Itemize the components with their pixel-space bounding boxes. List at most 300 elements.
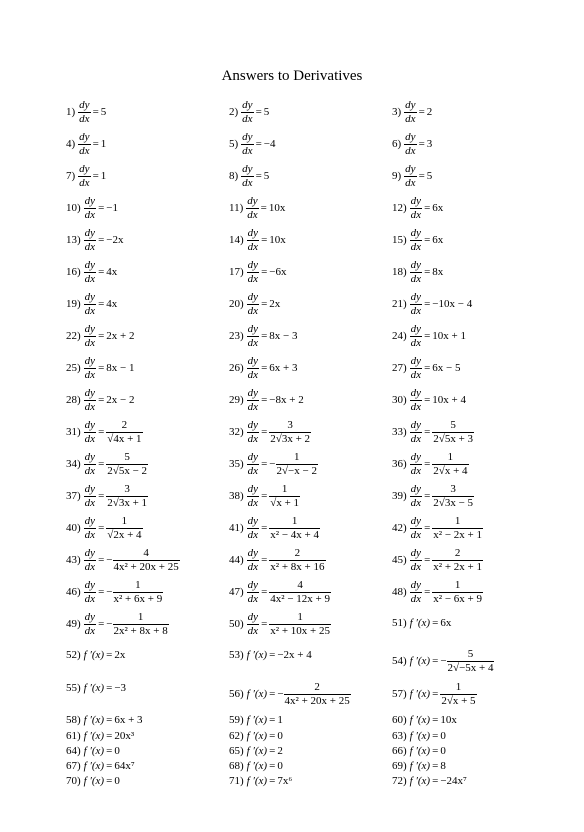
answer-item <box>392 352 461 384</box>
answer-number: 33) <box>392 425 407 438</box>
equals-sign: = <box>98 553 105 566</box>
answer-denominator: 4x² + 20x + 25 <box>284 694 350 707</box>
answer-number: 36) <box>392 457 407 470</box>
answer-number: 16) <box>66 265 81 278</box>
answer-number: 26) <box>229 361 244 374</box>
derivative-top: dy <box>410 386 422 399</box>
answer-number: 29) <box>229 393 244 406</box>
derivative-bottom: dx <box>405 144 416 157</box>
derivative-top: dy <box>84 610 96 623</box>
derivative-top: dy <box>247 514 259 527</box>
answer-lhs: f ′(x) <box>83 744 105 757</box>
answer-lhs: f ′(x) <box>409 744 431 757</box>
answer-value: 6x + 3 <box>269 361 298 374</box>
equals-sign: = <box>261 585 268 598</box>
equals-sign: = <box>98 425 105 438</box>
derivative-bottom: dx <box>410 528 422 541</box>
answer-number: 13) <box>66 233 81 246</box>
equals-sign: = <box>98 329 105 342</box>
answer-item <box>66 416 143 448</box>
answer-value: 8 <box>440 759 446 772</box>
answer-number: 15) <box>392 233 407 246</box>
derivative-bottom: dx <box>84 560 96 573</box>
answer-value: −2x + 4 <box>277 648 312 661</box>
derivative-bottom: dx <box>247 208 258 221</box>
answer-number: 10) <box>66 201 81 214</box>
answer-fraction <box>432 516 483 541</box>
derivative-bottom: dx <box>410 400 422 413</box>
answer-value: 5 <box>263 105 270 118</box>
answer-value: 7x⁶ <box>277 774 293 787</box>
answer-item <box>66 320 135 352</box>
answer-number: 69) <box>392 759 407 772</box>
answer-item <box>66 512 143 544</box>
equals-sign: = <box>418 105 425 118</box>
answer-fraction <box>269 516 320 541</box>
answer-item <box>392 645 494 677</box>
answer-number: 63) <box>392 729 407 742</box>
answer-lhs: f ′(x) <box>246 713 268 726</box>
equals-sign: = <box>255 137 262 150</box>
answer-value: 2 <box>277 744 283 757</box>
answer-item <box>229 639 312 671</box>
derivative-notation <box>410 388 422 413</box>
answer-number: 46) <box>66 585 81 598</box>
derivative-notation <box>404 100 416 125</box>
answer-denominator: √x + 1 <box>270 496 300 509</box>
answer-item <box>66 352 135 384</box>
answer-number: 52) <box>66 648 81 661</box>
answer-lhs: f ′(x) <box>83 648 105 661</box>
answer-value: −3 <box>114 681 127 694</box>
answer-item <box>392 512 483 544</box>
answer-fraction <box>440 682 476 707</box>
equals-sign: = <box>269 713 276 726</box>
answer-sign: − <box>277 687 284 700</box>
answer-number: 14) <box>229 233 244 246</box>
answer-numerator: 1 <box>293 450 300 463</box>
derivative-top: dy <box>242 130 253 143</box>
answer-item <box>229 608 331 640</box>
answer-item <box>229 765 292 797</box>
derivative-bottom: dx <box>79 144 90 157</box>
answer-value: 5 <box>100 105 107 118</box>
answer-number: 64) <box>66 744 81 757</box>
derivative-notation <box>84 388 96 413</box>
answer-value: 1 <box>100 137 107 150</box>
derivative-bottom: dx <box>247 496 259 509</box>
answer-item <box>66 544 180 576</box>
answer-value: −2x <box>106 233 124 246</box>
answer-numerator: 1 <box>454 514 461 527</box>
answer-item <box>66 384 135 416</box>
derivative-notation <box>84 356 96 381</box>
answer-item <box>392 128 432 160</box>
answer-item <box>229 160 269 192</box>
answer-numerator: 2 <box>121 418 128 431</box>
answer-denominator: x² − 4x + 4 <box>270 528 319 541</box>
derivative-top: dy <box>247 386 259 399</box>
derivative-top: dy <box>410 258 422 271</box>
derivative-notation <box>78 132 90 157</box>
answer-fraction <box>106 484 148 509</box>
answer-value: 0 <box>277 759 283 772</box>
derivative-notation <box>410 356 422 381</box>
answer-numerator: 4 <box>143 546 149 559</box>
equals-sign: = <box>106 681 113 694</box>
equals-sign: = <box>424 393 431 406</box>
answer-number: 58) <box>66 713 81 726</box>
answer-number: 47) <box>229 585 244 598</box>
answer-denominator: 2√3x + 2 <box>270 432 311 445</box>
answer-item <box>229 288 280 320</box>
derivative-top: dy <box>84 450 96 463</box>
answer-denominator: x² + 2x + 1 <box>433 560 482 573</box>
answer-number: 7) <box>66 169 76 182</box>
derivative-bottom: dx <box>84 624 96 637</box>
answer-number: 55) <box>66 681 81 694</box>
answer-value: 0 <box>114 774 120 787</box>
answer-lhs: f ′(x) <box>409 687 431 700</box>
derivative-notation <box>84 196 96 221</box>
answer-fraction <box>113 612 169 637</box>
derivative-top: dy <box>247 354 259 367</box>
answer-value: 8x − 3 <box>269 329 298 342</box>
answer-item <box>66 672 126 704</box>
answer-value: 5 <box>426 169 433 182</box>
answer-number: 8) <box>229 169 239 182</box>
derivative-notation <box>410 484 422 509</box>
answer-item <box>229 256 287 288</box>
equals-sign: = <box>98 297 105 310</box>
derivative-notation <box>247 260 259 285</box>
derivative-top: dy <box>410 194 422 207</box>
derivative-notation <box>84 548 96 573</box>
derivative-top: dy <box>84 258 96 271</box>
derivative-bottom: dx <box>405 112 416 125</box>
equals-sign: = <box>261 489 268 502</box>
equals-sign: = <box>261 297 268 310</box>
equals-sign: = <box>98 233 105 246</box>
answer-value: 1 <box>100 169 107 182</box>
answer-item <box>229 192 285 224</box>
derivative-bottom: dx <box>242 144 253 157</box>
answer-numerator: 5 <box>467 647 474 660</box>
derivative-notation <box>247 356 259 381</box>
derivative-top: dy <box>410 354 422 367</box>
derivative-top: dy <box>247 482 259 495</box>
equals-sign: = <box>98 521 105 534</box>
answer-fraction <box>432 580 483 605</box>
answer-number: 67) <box>66 759 81 772</box>
answer-number: 18) <box>392 265 407 278</box>
answer-value: 8x − 1 <box>106 361 135 374</box>
answer-fraction <box>113 580 164 605</box>
answer-denominator: x² − 6x + 9 <box>433 592 482 605</box>
answer-denominator: 2√3x − 5 <box>433 496 474 509</box>
answer-item <box>229 480 300 512</box>
answer-number: 71) <box>229 774 244 787</box>
derivative-top: dy <box>242 98 253 111</box>
answer-value: 6x − 5 <box>432 361 461 374</box>
answer-value: 0 <box>440 744 446 757</box>
equals-sign: = <box>424 329 431 342</box>
answer-fraction <box>432 452 468 477</box>
answer-fraction <box>447 649 495 674</box>
answer-item <box>66 448 148 480</box>
answer-item <box>66 192 118 224</box>
derivative-top: dy <box>410 482 422 495</box>
answer-denominator: x² + 10x + 25 <box>270 624 330 637</box>
answer-number: 62) <box>229 729 244 742</box>
equals-sign: = <box>424 489 431 502</box>
derivative-bottom: dx <box>410 304 422 317</box>
answer-number: 12) <box>392 201 407 214</box>
derivative-top: dy <box>247 546 259 559</box>
derivative-bottom: dx <box>84 496 96 509</box>
answer-sign: − <box>440 654 447 667</box>
answer-value: 10x <box>269 233 286 246</box>
derivative-top: dy <box>247 226 259 239</box>
answer-number: 38) <box>229 489 244 502</box>
equals-sign: = <box>98 457 105 470</box>
derivative-notation <box>247 324 259 349</box>
answer-number: 45) <box>392 553 407 566</box>
answer-fraction <box>269 612 331 637</box>
answer-numerator: 1 <box>135 578 141 591</box>
answer-denominator: 2√3x + 1 <box>107 496 148 509</box>
answer-value: −1 <box>106 201 118 214</box>
answer-denominator: 4x² − 12x + 9 <box>270 592 330 605</box>
answer-number: 30) <box>392 393 407 406</box>
answer-lhs: f ′(x) <box>83 774 105 787</box>
answer-item <box>392 765 467 797</box>
answer-lhs: f ′(x) <box>83 729 105 742</box>
answer-number: 35) <box>229 457 244 470</box>
answer-lhs: f ′(x) <box>83 759 105 772</box>
answer-item <box>392 576 483 608</box>
answer-item <box>392 544 483 576</box>
derivative-notation <box>84 228 96 253</box>
answer-fraction <box>432 548 483 573</box>
derivative-bottom: dx <box>247 528 259 541</box>
answer-number: 59) <box>229 713 244 726</box>
equals-sign: = <box>261 361 268 374</box>
answer-number: 17) <box>229 265 244 278</box>
equals-sign: = <box>261 521 268 534</box>
derivative-notation <box>410 228 422 253</box>
answer-number: 23) <box>229 329 244 342</box>
equals-sign: = <box>424 553 431 566</box>
answer-value: 4x <box>106 265 118 278</box>
answer-sign: − <box>106 553 113 566</box>
derivative-notation <box>247 420 259 445</box>
equals-sign: = <box>424 361 431 374</box>
answer-numerator: 5 <box>124 450 130 463</box>
equals-sign: = <box>432 713 439 726</box>
answer-item <box>66 480 148 512</box>
derivative-bottom: dx <box>84 272 96 285</box>
answer-sign: − <box>106 585 113 598</box>
answer-item <box>66 128 106 160</box>
equals-sign: = <box>92 105 99 118</box>
derivative-bottom: dx <box>247 304 259 317</box>
derivative-notation <box>78 100 90 125</box>
derivative-top: dy <box>84 386 96 399</box>
derivative-notation <box>84 612 96 637</box>
derivative-notation <box>241 132 253 157</box>
derivative-bottom: dx <box>84 432 96 445</box>
derivative-top: dy <box>84 482 96 495</box>
answer-numerator: 1 <box>137 610 144 623</box>
derivative-notation <box>241 164 253 189</box>
derivative-notation <box>410 516 422 541</box>
derivative-bottom: dx <box>84 528 96 541</box>
answer-value: 10x + 1 <box>432 329 466 342</box>
answer-value: 20x³ <box>114 729 135 742</box>
answer-fraction <box>432 420 474 445</box>
answer-numerator: 1 <box>281 482 288 495</box>
answer-number: 20) <box>229 297 244 310</box>
derivative-bottom: dx <box>410 272 422 285</box>
derivative-notation <box>84 324 96 349</box>
answer-item <box>229 224 286 256</box>
derivative-top: dy <box>405 130 416 143</box>
answer-value: 0 <box>440 729 446 742</box>
equals-sign: = <box>432 744 439 757</box>
answer-number: 50) <box>229 617 244 630</box>
answer-lhs: f ′(x) <box>409 729 431 742</box>
derivative-top: dy <box>405 162 416 175</box>
derivative-bottom: dx <box>247 464 259 477</box>
derivative-top: dy <box>247 610 259 623</box>
derivative-top: dy <box>84 194 96 207</box>
derivative-top: dy <box>84 354 96 367</box>
answer-number: 21) <box>392 297 407 310</box>
answer-numerator: 2 <box>454 546 461 559</box>
answer-item <box>229 96 269 128</box>
derivative-notation <box>247 292 259 317</box>
derivative-bottom: dx <box>242 112 253 125</box>
derivative-bottom: dx <box>84 240 96 253</box>
answer-number: 68) <box>229 759 244 772</box>
derivative-notation <box>410 580 422 605</box>
answer-number: 3) <box>392 105 402 118</box>
answer-numerator: 3 <box>287 418 293 431</box>
answer-item <box>392 384 466 416</box>
equals-sign: = <box>424 521 431 534</box>
answer-number: 39) <box>392 489 407 502</box>
equals-sign: = <box>106 759 113 772</box>
answer-value: −6x <box>269 265 287 278</box>
answer-fraction <box>432 484 474 509</box>
answer-value: −24x⁷ <box>440 774 467 787</box>
answer-value: 0 <box>277 729 283 742</box>
answer-item <box>66 639 125 671</box>
answer-number: 54) <box>392 654 407 667</box>
derivative-top: dy <box>84 226 96 239</box>
answer-number: 56) <box>229 687 244 700</box>
derivative-top: dy <box>79 162 90 175</box>
derivative-top: dy <box>247 450 259 463</box>
answer-value: −8x + 2 <box>269 393 304 406</box>
derivative-bottom: dx <box>405 176 416 189</box>
answer-value: 6x + 3 <box>114 713 143 726</box>
answer-number: 66) <box>392 744 407 757</box>
answer-numerator: 1 <box>121 514 128 527</box>
answer-item <box>229 512 320 544</box>
answer-number: 2) <box>229 105 239 118</box>
derivative-top: dy <box>410 418 422 431</box>
equals-sign: = <box>261 265 268 278</box>
equals-sign: = <box>98 617 105 630</box>
answer-item <box>229 352 298 384</box>
equals-sign: = <box>106 648 113 661</box>
answer-denominator: 4x² + 20x + 25 <box>113 560 179 573</box>
answer-item <box>392 256 443 288</box>
derivative-bottom: dx <box>247 272 259 285</box>
equals-sign: = <box>261 329 268 342</box>
derivative-bottom: dx <box>410 464 422 477</box>
derivative-top: dy <box>84 418 96 431</box>
derivative-top: dy <box>247 418 259 431</box>
answer-number: 65) <box>229 744 244 757</box>
derivative-top: dy <box>84 322 96 335</box>
answer-number: 28) <box>66 393 81 406</box>
answer-fraction <box>276 452 318 477</box>
answer-value: 2x <box>269 297 281 310</box>
answer-value: 10x <box>268 201 286 214</box>
answer-number: 9) <box>392 169 402 182</box>
equals-sign: = <box>269 687 276 700</box>
derivative-top: dy <box>79 98 90 111</box>
derivative-bottom: dx <box>410 208 422 221</box>
derivative-bottom: dx <box>79 112 90 125</box>
answer-numerator: 2 <box>294 546 301 559</box>
answer-item <box>392 416 474 448</box>
answer-number: 44) <box>229 553 244 566</box>
answer-fraction <box>269 484 300 509</box>
equals-sign: = <box>261 457 268 470</box>
answer-value: 2x + 2 <box>106 329 135 342</box>
answer-denominator: x² + 8x + 16 <box>270 560 325 573</box>
equals-sign: = <box>424 233 431 246</box>
answer-denominator: √2x + 4 <box>107 528 142 541</box>
equals-sign: = <box>424 297 431 310</box>
answer-fraction <box>113 548 180 573</box>
derivative-notation <box>410 260 422 285</box>
answer-denominator: 2√x + 5 <box>441 694 476 707</box>
answer-lhs: f ′(x) <box>83 681 105 694</box>
derivative-bottom: dx <box>247 560 259 573</box>
answer-value: −10x − 4 <box>432 297 473 310</box>
answer-item <box>66 288 117 320</box>
answer-lhs: f ′(x) <box>409 774 431 787</box>
equals-sign: = <box>432 774 439 787</box>
answer-lhs: f ′(x) <box>409 616 431 629</box>
answer-denominator: 2x² + 8x + 8 <box>113 624 168 637</box>
answer-number: 19) <box>66 297 81 310</box>
derivative-notation <box>410 420 422 445</box>
answer-item <box>229 384 304 416</box>
answer-item <box>229 416 311 448</box>
derivative-bottom: dx <box>247 400 259 413</box>
derivative-notation <box>410 292 422 317</box>
derivative-notation <box>247 612 259 637</box>
answer-value: 2 <box>426 105 433 118</box>
equals-sign: = <box>106 729 113 742</box>
derivative-top: dy <box>242 162 253 175</box>
